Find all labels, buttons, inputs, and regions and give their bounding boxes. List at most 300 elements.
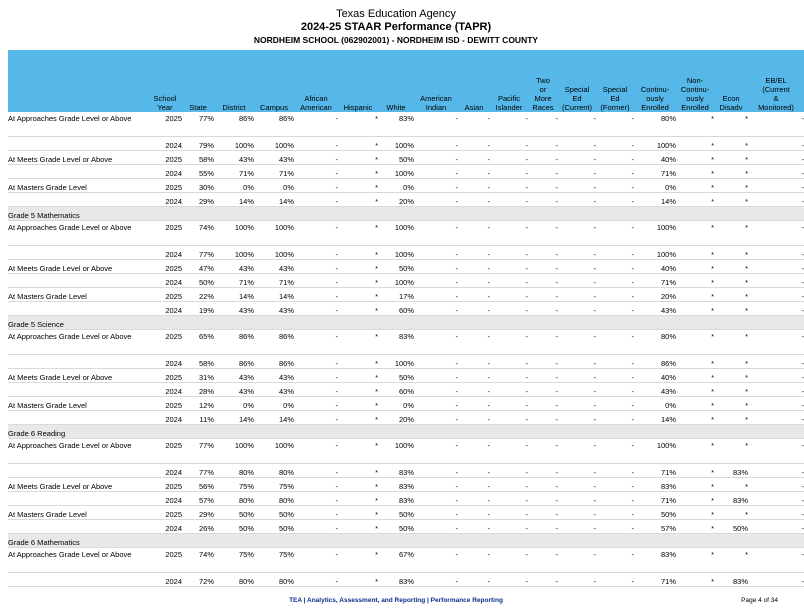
value-cell: -	[558, 193, 596, 207]
value-cell: -	[558, 478, 596, 492]
value-cell: -	[294, 151, 338, 165]
value-cell: 86%	[214, 330, 254, 355]
school-year-cell: 2025	[148, 439, 182, 464]
value-cell: -	[414, 246, 458, 260]
section-header-row	[8, 534, 804, 548]
value-cell: 100%	[634, 221, 676, 246]
value-cell: -	[596, 478, 634, 492]
value-cell: -	[748, 478, 804, 492]
value-cell: 0%	[214, 397, 254, 411]
value-cell: -	[458, 112, 490, 137]
value-cell: -	[414, 478, 458, 492]
row-label: At Masters Grade Level	[8, 506, 148, 520]
school-year-cell: 2025	[148, 330, 182, 355]
value-cell: 43%	[214, 260, 254, 274]
value-cell: 50%	[214, 506, 254, 520]
value-cell: *	[676, 573, 714, 587]
value-cell: *	[338, 478, 378, 492]
column-header-hispanic: Hispanic	[338, 50, 378, 112]
value-cell: *	[338, 520, 378, 534]
value-cell: 100%	[214, 137, 254, 151]
school-year-cell: 2025	[148, 260, 182, 274]
school-year-cell: 2024	[148, 137, 182, 151]
school-year-cell: 2025	[148, 288, 182, 302]
value-cell: -	[458, 260, 490, 274]
value-cell: -	[294, 288, 338, 302]
table-row	[8, 274, 804, 288]
table-header-row	[8, 50, 804, 112]
value-cell: 71%	[254, 165, 294, 179]
value-cell: -	[558, 260, 596, 274]
table-row	[8, 246, 804, 260]
table-row	[8, 288, 804, 302]
value-cell: -	[294, 193, 338, 207]
value-cell: -	[414, 548, 458, 573]
value-cell: 100%	[634, 246, 676, 260]
row-label	[8, 464, 148, 478]
school-year-cell: 2024	[148, 302, 182, 316]
value-cell: -	[596, 288, 634, 302]
value-cell: -	[596, 193, 634, 207]
value-cell: -	[528, 506, 558, 520]
value-cell: 14%	[214, 411, 254, 425]
table-row	[8, 492, 804, 506]
value-cell: -	[458, 397, 490, 411]
value-cell: -	[748, 492, 804, 506]
value-cell: *	[714, 383, 748, 397]
school-year-cell: 2024	[148, 411, 182, 425]
value-cell: *	[338, 573, 378, 587]
value-cell: *	[676, 369, 714, 383]
value-cell: -	[596, 464, 634, 478]
value-cell: -	[458, 383, 490, 397]
value-cell: 75%	[254, 548, 294, 573]
value-cell: -	[458, 221, 490, 246]
value-cell: 50%	[378, 260, 414, 274]
value-cell: -	[748, 464, 804, 478]
value-cell: 80%	[254, 464, 294, 478]
row-label	[8, 246, 148, 260]
row-label	[8, 137, 148, 151]
value-cell: -	[414, 369, 458, 383]
value-cell: -	[414, 397, 458, 411]
value-cell: *	[338, 355, 378, 369]
value-cell: -	[596, 246, 634, 260]
value-cell: *	[338, 330, 378, 355]
value-cell: *	[676, 165, 714, 179]
value-cell: -	[458, 520, 490, 534]
value-cell: -	[414, 274, 458, 288]
value-cell: -	[294, 330, 338, 355]
value-cell: 83%	[378, 112, 414, 137]
school-year-cell: 2024	[148, 464, 182, 478]
row-label: At Masters Grade Level	[8, 288, 148, 302]
value-cell: 83%	[378, 478, 414, 492]
section-header-row	[8, 316, 804, 330]
value-cell: -	[596, 302, 634, 316]
value-cell: -	[490, 573, 528, 587]
table-row	[8, 330, 804, 355]
table-row	[8, 179, 804, 193]
value-cell: 72%	[182, 573, 214, 587]
value-cell: *	[338, 548, 378, 573]
value-cell: *	[338, 302, 378, 316]
section-title: Grade 6 Mathematics	[8, 534, 804, 548]
value-cell: 79%	[182, 137, 214, 151]
value-cell: *	[714, 165, 748, 179]
value-cell: 43%	[634, 383, 676, 397]
value-cell: -	[528, 439, 558, 464]
value-cell: 100%	[254, 137, 294, 151]
table-row	[8, 260, 804, 274]
value-cell: -	[528, 260, 558, 274]
value-cell: *	[338, 492, 378, 506]
value-cell: 50%	[378, 151, 414, 165]
value-cell: 14%	[254, 193, 294, 207]
value-cell: -	[458, 411, 490, 425]
value-cell: 50%	[378, 520, 414, 534]
value-cell: 71%	[634, 573, 676, 587]
value-cell: -	[458, 151, 490, 165]
value-cell: -	[490, 492, 528, 506]
value-cell: *	[714, 355, 748, 369]
value-cell: 86%	[254, 330, 294, 355]
value-cell: -	[558, 548, 596, 573]
value-cell: 67%	[378, 548, 414, 573]
value-cell: *	[714, 439, 748, 464]
value-cell: 50%	[182, 274, 214, 288]
value-cell: 83%	[714, 464, 748, 478]
value-cell: 74%	[182, 548, 214, 573]
value-cell: -	[414, 193, 458, 207]
table-row	[8, 112, 804, 137]
value-cell: 14%	[634, 411, 676, 425]
value-cell: *	[676, 397, 714, 411]
value-cell: 71%	[634, 165, 676, 179]
value-cell: -	[558, 151, 596, 165]
value-cell: -	[458, 464, 490, 478]
table-row	[8, 439, 804, 464]
value-cell: 0%	[634, 397, 676, 411]
value-cell: -	[458, 548, 490, 573]
value-cell: 43%	[254, 383, 294, 397]
school-year-cell: 2024	[148, 520, 182, 534]
school-year-cell: 2025	[148, 221, 182, 246]
school-year-cell: 2024	[148, 165, 182, 179]
section-title: Grade 5 Mathematics	[8, 207, 804, 221]
value-cell: -	[490, 302, 528, 316]
value-cell: -	[596, 548, 634, 573]
value-cell: *	[338, 383, 378, 397]
column-header-school-year: School Year	[148, 50, 182, 112]
value-cell: -	[294, 221, 338, 246]
value-cell: *	[714, 260, 748, 274]
row-label	[8, 383, 148, 397]
value-cell: -	[748, 520, 804, 534]
value-cell: 100%	[634, 439, 676, 464]
value-cell: *	[714, 411, 748, 425]
value-cell: -	[414, 383, 458, 397]
value-cell: -	[458, 179, 490, 193]
row-label	[8, 520, 148, 534]
value-cell: 80%	[254, 492, 294, 506]
value-cell: -	[558, 506, 596, 520]
column-header-eb-el-current-monitored: EB/EL (Current & Monitored)	[748, 50, 804, 112]
value-cell: 43%	[214, 302, 254, 316]
value-cell: 83%	[378, 464, 414, 478]
value-cell: -	[558, 520, 596, 534]
value-cell: *	[714, 288, 748, 302]
value-cell: -	[748, 274, 804, 288]
table-row	[8, 478, 804, 492]
value-cell: -	[558, 274, 596, 288]
column-header-state: State	[182, 50, 214, 112]
value-cell: -	[748, 260, 804, 274]
value-cell: -	[458, 302, 490, 316]
value-cell: 75%	[214, 548, 254, 573]
value-cell: -	[294, 302, 338, 316]
value-cell: 43%	[254, 302, 294, 316]
value-cell: -	[414, 221, 458, 246]
value-cell: 100%	[214, 246, 254, 260]
value-cell: -	[748, 193, 804, 207]
value-cell: -	[748, 411, 804, 425]
value-cell: *	[676, 355, 714, 369]
value-cell: -	[528, 369, 558, 383]
value-cell: *	[676, 246, 714, 260]
value-cell: -	[414, 439, 458, 464]
value-cell: -	[596, 506, 634, 520]
value-cell: -	[490, 464, 528, 478]
value-cell: 14%	[214, 193, 254, 207]
value-cell: -	[458, 506, 490, 520]
value-cell: -	[414, 330, 458, 355]
value-cell: -	[294, 165, 338, 179]
school-year-cell: 2025	[148, 151, 182, 165]
value-cell: 58%	[182, 151, 214, 165]
table-row	[8, 548, 804, 573]
value-cell: *	[676, 506, 714, 520]
value-cell: *	[714, 274, 748, 288]
value-cell: 0%	[634, 179, 676, 193]
value-cell: -	[748, 246, 804, 260]
school-year-cell: 2025	[148, 506, 182, 520]
value-cell: -	[294, 383, 338, 397]
value-cell: -	[528, 112, 558, 137]
value-cell: -	[528, 411, 558, 425]
value-cell: 83%	[378, 492, 414, 506]
value-cell: *	[714, 137, 748, 151]
value-cell: -	[596, 355, 634, 369]
value-cell: -	[528, 193, 558, 207]
value-cell: 43%	[254, 369, 294, 383]
table-row	[8, 165, 804, 179]
value-cell: *	[338, 165, 378, 179]
value-cell: -	[294, 246, 338, 260]
value-cell: -	[458, 478, 490, 492]
value-cell: 0%	[378, 397, 414, 411]
value-cell: -	[490, 165, 528, 179]
value-cell: -	[558, 165, 596, 179]
row-label	[8, 411, 148, 425]
page-title: 2024-25 STAAR Performance (TAPR)	[300, 21, 492, 33]
value-cell: *	[676, 548, 714, 573]
value-cell: 100%	[634, 137, 676, 151]
value-cell: -	[748, 288, 804, 302]
value-cell: -	[490, 548, 528, 573]
value-cell: 60%	[378, 302, 414, 316]
value-cell: 0%	[254, 397, 294, 411]
value-cell: -	[294, 355, 338, 369]
section-header-row	[8, 207, 804, 221]
value-cell: 43%	[214, 383, 254, 397]
value-cell: 71%	[634, 274, 676, 288]
value-cell: *	[676, 330, 714, 355]
value-cell: -	[558, 573, 596, 587]
table-row	[8, 193, 804, 207]
value-cell: *	[676, 383, 714, 397]
value-cell: *	[338, 151, 378, 165]
value-cell: *	[338, 506, 378, 520]
value-cell: -	[490, 151, 528, 165]
row-label: At Masters Grade Level	[8, 179, 148, 193]
value-cell: 0%	[378, 179, 414, 193]
column-header-non-continu-ously-enrolled: Non- Continu- ously Enrolled	[676, 50, 714, 112]
column-header-district: District	[214, 50, 254, 112]
value-cell: -	[596, 179, 634, 193]
value-cell: 80%	[214, 492, 254, 506]
value-cell: -	[558, 464, 596, 478]
value-cell: -	[528, 492, 558, 506]
value-cell: -	[596, 112, 634, 137]
value-cell: -	[748, 548, 804, 573]
school-year-cell: 2025	[148, 548, 182, 573]
value-cell: 40%	[634, 260, 676, 274]
value-cell: 50%	[254, 506, 294, 520]
value-cell: -	[558, 179, 596, 193]
value-cell: 80%	[214, 464, 254, 478]
value-cell: 83%	[634, 548, 676, 573]
value-cell: -	[596, 492, 634, 506]
value-cell: -	[458, 439, 490, 464]
value-cell: -	[294, 411, 338, 425]
value-cell: -	[458, 165, 490, 179]
value-cell: -	[490, 355, 528, 369]
value-cell: 100%	[254, 221, 294, 246]
row-label: At Meets Grade Level or Above	[8, 369, 148, 383]
value-cell: 57%	[182, 492, 214, 506]
value-cell: -	[490, 520, 528, 534]
value-cell: 50%	[378, 506, 414, 520]
value-cell: -	[458, 137, 490, 151]
value-cell: -	[558, 411, 596, 425]
row-label: At Meets Grade Level or Above	[8, 478, 148, 492]
value-cell: *	[338, 137, 378, 151]
row-label: At Meets Grade Level or Above	[8, 260, 148, 274]
value-cell: 86%	[254, 355, 294, 369]
value-cell: -	[528, 246, 558, 260]
value-cell: 20%	[378, 411, 414, 425]
value-cell: -	[294, 520, 338, 534]
value-cell: *	[714, 151, 748, 165]
value-cell: -	[490, 478, 528, 492]
page-number: Page 4 of 34	[741, 597, 778, 604]
value-cell: -	[458, 288, 490, 302]
row-label	[8, 302, 148, 316]
column-header-special-ed-former: Special Ed (Former)	[596, 50, 634, 112]
value-cell: *	[714, 246, 748, 260]
value-cell: *	[676, 260, 714, 274]
value-cell: -	[458, 246, 490, 260]
value-cell: -	[748, 165, 804, 179]
value-cell: 19%	[182, 302, 214, 316]
column-header-american-indian: American Indian	[414, 50, 458, 112]
value-cell: 77%	[182, 246, 214, 260]
table-body	[8, 112, 804, 587]
value-cell: -	[596, 411, 634, 425]
value-cell: 65%	[182, 330, 214, 355]
value-cell: -	[490, 288, 528, 302]
table-row	[8, 137, 804, 151]
value-cell: 100%	[378, 137, 414, 151]
value-cell: 80%	[214, 573, 254, 587]
value-cell: 14%	[254, 288, 294, 302]
value-cell: 29%	[182, 193, 214, 207]
value-cell: *	[714, 369, 748, 383]
value-cell: -	[414, 506, 458, 520]
value-cell: -	[458, 193, 490, 207]
value-cell: 80%	[634, 112, 676, 137]
value-cell: *	[338, 193, 378, 207]
value-cell: 17%	[378, 288, 414, 302]
value-cell: 43%	[214, 151, 254, 165]
value-cell: *	[676, 112, 714, 137]
value-cell: -	[294, 274, 338, 288]
value-cell: -	[558, 369, 596, 383]
value-cell: *	[338, 411, 378, 425]
section-header-row	[8, 425, 804, 439]
value-cell: -	[294, 397, 338, 411]
value-cell: -	[414, 151, 458, 165]
value-cell: *	[676, 439, 714, 464]
school-year-cell: 2024	[148, 274, 182, 288]
row-label: At Approaches Grade Level or Above	[8, 221, 148, 246]
value-cell: -	[458, 492, 490, 506]
value-cell: -	[748, 137, 804, 151]
table-row	[8, 411, 804, 425]
agency-name: Texas Education Agency	[336, 8, 456, 20]
value-cell: -	[414, 573, 458, 587]
value-cell: -	[596, 397, 634, 411]
value-cell: *	[714, 193, 748, 207]
value-cell: -	[558, 439, 596, 464]
value-cell: -	[294, 548, 338, 573]
value-cell: -	[596, 520, 634, 534]
value-cell: -	[558, 355, 596, 369]
value-cell: -	[414, 411, 458, 425]
value-cell: -	[528, 397, 558, 411]
table-row	[8, 397, 804, 411]
value-cell: *	[338, 112, 378, 137]
value-cell: -	[490, 221, 528, 246]
school-year-cell: 2025	[148, 179, 182, 193]
value-cell: -	[414, 464, 458, 478]
value-cell: -	[490, 246, 528, 260]
value-cell: *	[676, 274, 714, 288]
school-year-cell: 2025	[148, 397, 182, 411]
value-cell: -	[596, 165, 634, 179]
section-title: Grade 6 Reading	[8, 425, 804, 439]
